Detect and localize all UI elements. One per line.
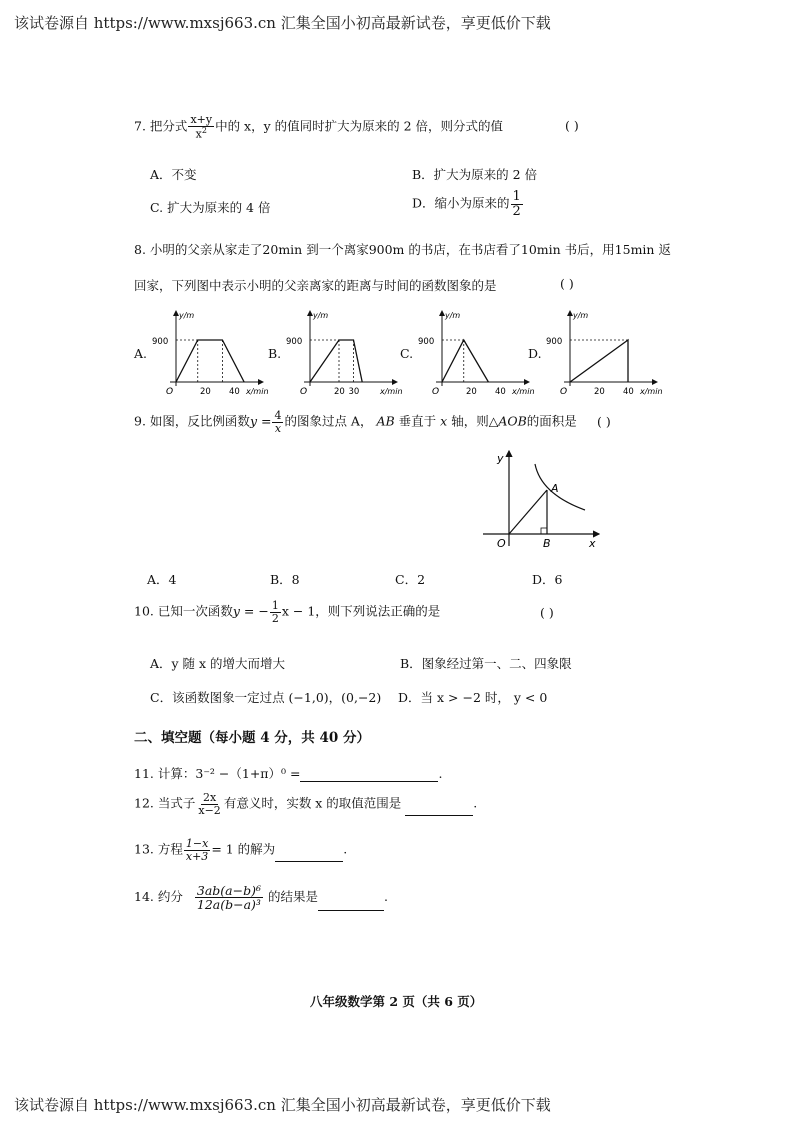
q9-option-a: A．4 <box>147 572 177 587</box>
q12-answer-blank[interactable] <box>405 815 473 816</box>
q8-graph-line <box>570 340 628 382</box>
q8-graph-line <box>442 340 488 382</box>
question-12: 12. 当式子 $\frac{2x}{x-2}$ 有意义时，实数 x 的取值范围是 . <box>134 791 478 817</box>
q8-graph-y-label: y/m <box>179 311 195 320</box>
q8-answer-paren: ( ) <box>560 276 574 291</box>
q8-graph-x-arrow <box>258 379 264 385</box>
q8-graph-x-arrow <box>392 379 398 385</box>
q9-point-b-label: B <box>543 537 551 550</box>
q10-option-d: D．当 x > −2 时， y < 0 <box>398 690 548 705</box>
q9-point-a-label: A <box>551 482 559 495</box>
q7-option-a: A．不变 <box>150 167 197 182</box>
q8-graph-x-label: x/min <box>246 387 269 396</box>
question-13: 13. 方程 $\frac{1-x}{x+3}$ = 1 的解为 . <box>134 837 348 863</box>
q9-option-d: D．6 <box>532 572 563 587</box>
q8-graph-y-tick: 900 <box>152 337 169 347</box>
q10-fraction: $\frac{1}{2}$ <box>271 599 279 625</box>
question-14: 14. 约分 $\frac{\text{3ab(a−b)⁶}}{\text{12a(b−a)³}}$ 的结果是 . <box>134 883 388 913</box>
q7-option-d: D．缩小为原来的 $\frac{1}{2}$ <box>412 189 521 219</box>
question-11: 11. 计算：3⁻² −（1+π）⁰ = . <box>134 766 443 781</box>
q8-graph-x-tick: 20 <box>200 387 211 397</box>
q8-graph-origin: O <box>166 387 174 397</box>
source-banner-bottom: 该试卷源自 https://www.mxsj663.cn 汇集全国小初高最新试卷，享更低价下载 <box>14 1096 551 1114</box>
q8-graph-label-0: A. <box>134 346 148 361</box>
q7-option-b: B．扩大为原来的 2 倍 <box>412 167 538 182</box>
q12-fraction: $\frac{2x}{x-2}$ <box>198 791 221 817</box>
q7-fraction <box>188 114 214 140</box>
q10-option-c: C．该函数图象一定过点 (−1,0)，(0,−2) <box>150 690 382 705</box>
q10-answer-paren: ( ) <box>540 605 554 620</box>
q8-graph-y-tick: 900 <box>286 337 303 347</box>
q7-text-before: 把分式 <box>149 118 188 134</box>
q8-graph-x-arrow <box>524 379 530 385</box>
q8-graph-y-tick: 900 <box>418 337 435 347</box>
q8-graph-x-label: x/min <box>640 387 663 396</box>
q9-y-label: y <box>497 452 504 465</box>
q8-graph-y-label: y/m <box>445 311 461 320</box>
q14-answer-blank[interactable] <box>318 910 384 911</box>
q7-option-d-fraction: $\frac{1}{2}$ <box>512 189 521 219</box>
q9-fraction: $\frac{4}{x}$ <box>274 409 282 435</box>
q13-fraction: $\frac{1-x}{x+3}$ <box>185 837 209 863</box>
q8-graph-x-tick: 20 <box>594 387 605 397</box>
q8-graph-label-3: D. <box>528 346 542 361</box>
q13-answer-blank[interactable] <box>275 861 343 862</box>
q8-graph-label-2: C. <box>400 346 414 361</box>
q8-graph-label-1: B. <box>268 346 282 361</box>
q8-graph-line <box>176 340 244 382</box>
q8-graph-y-label: y/m <box>313 311 329 320</box>
question-9: 9. 如图，反比例函数y = $\frac{4}{x}$ 的图象过点 A， AB 垂直于 x 轴，则△AOB的面积是 <box>134 409 577 435</box>
q8-graph-origin: O <box>432 387 440 397</box>
q8-graph-x-tick: 40 <box>623 387 634 397</box>
q9-figure <box>475 446 605 551</box>
question-10: 10. 已知一次函数y = − $\frac{1}{2}$ x − 1，则下列说法正确的是 <box>134 599 441 625</box>
q14-fraction: $\frac{\text{3ab(a−b)⁶}}{\text{12a(b−a)³}}$ <box>196 883 261 913</box>
q8-graph-x-arrow <box>652 379 658 385</box>
q7-frac-den-exp: 2 <box>201 125 207 135</box>
q9-origin-label: O <box>497 537 506 550</box>
q8-graph-x-label: x/min <box>512 387 535 396</box>
q8-graph-line <box>310 340 362 382</box>
question-7 <box>134 114 503 140</box>
q7-option-c: C. 扩大为原来的 4 倍 <box>150 200 271 215</box>
q7-frac-num: x+y <box>190 113 213 126</box>
q7-number: 7. <box>134 118 146 134</box>
q8-graph-3 <box>544 306 664 398</box>
q9-right-angle <box>541 528 547 534</box>
q8-graph-0 <box>150 306 270 398</box>
page-footer: 八年级数学第 2 页（共 6 页） <box>310 994 483 1009</box>
q8-graph-origin: O <box>300 387 308 397</box>
q9-option-b: B．8 <box>270 572 300 587</box>
question-8-line2: 回家，下列图中表示小明的父亲离家的距离与时间的函数图象的是 <box>134 278 497 293</box>
q8-graph-x-tick: 20 <box>334 387 345 397</box>
q9-x-label: x <box>589 537 596 550</box>
q9-answer-paren: ( ) <box>597 414 611 429</box>
q9-segment-oa <box>509 490 547 534</box>
q8-graph-y-tick: 900 <box>546 337 563 347</box>
section-2-title: 二、填空题（每小题 4 分，共 40 分） <box>134 730 370 746</box>
q9-option-c: C．2 <box>395 572 426 587</box>
q10-option-a: A．y 随 x 的增大而增大 <box>150 656 286 671</box>
question-8-line1: 8. 小明的父亲从家走了20min 到一个离家900m 的书店，在书店看了10min 书后，用15min 返 <box>134 242 671 257</box>
q8-graph-x-tick: 30 <box>348 387 360 397</box>
q9-hyperbola <box>535 464 585 510</box>
source-banner-top: 该试卷源自 https://www.mxsj663.cn 汇集全国小初高最新试卷，享更低价下载 <box>14 14 551 32</box>
q10-option-b: B．图象经过第一、二、四象限 <box>400 656 572 671</box>
q7-text-after: 中的 x，y 的值同时扩大为原来的 2 倍，则分式的值 <box>215 118 504 134</box>
q11-answer-blank[interactable] <box>300 781 438 782</box>
q8-graph-x-tick: 20 <box>466 387 477 397</box>
q7-answer-paren: ( ) <box>565 118 579 133</box>
q8-graph-x-label: x/min <box>380 387 403 396</box>
q8-graph-y-label: y/m <box>573 311 589 320</box>
q7-frac-den: $x^2$ <box>195 125 207 141</box>
q8-graph-2 <box>416 306 536 398</box>
q8-graph-origin: O <box>560 387 568 397</box>
q8-graph-1 <box>284 306 404 398</box>
q8-graph-x-tick: 40 <box>229 387 240 397</box>
q8-graph-x-tick: 40 <box>495 387 506 397</box>
